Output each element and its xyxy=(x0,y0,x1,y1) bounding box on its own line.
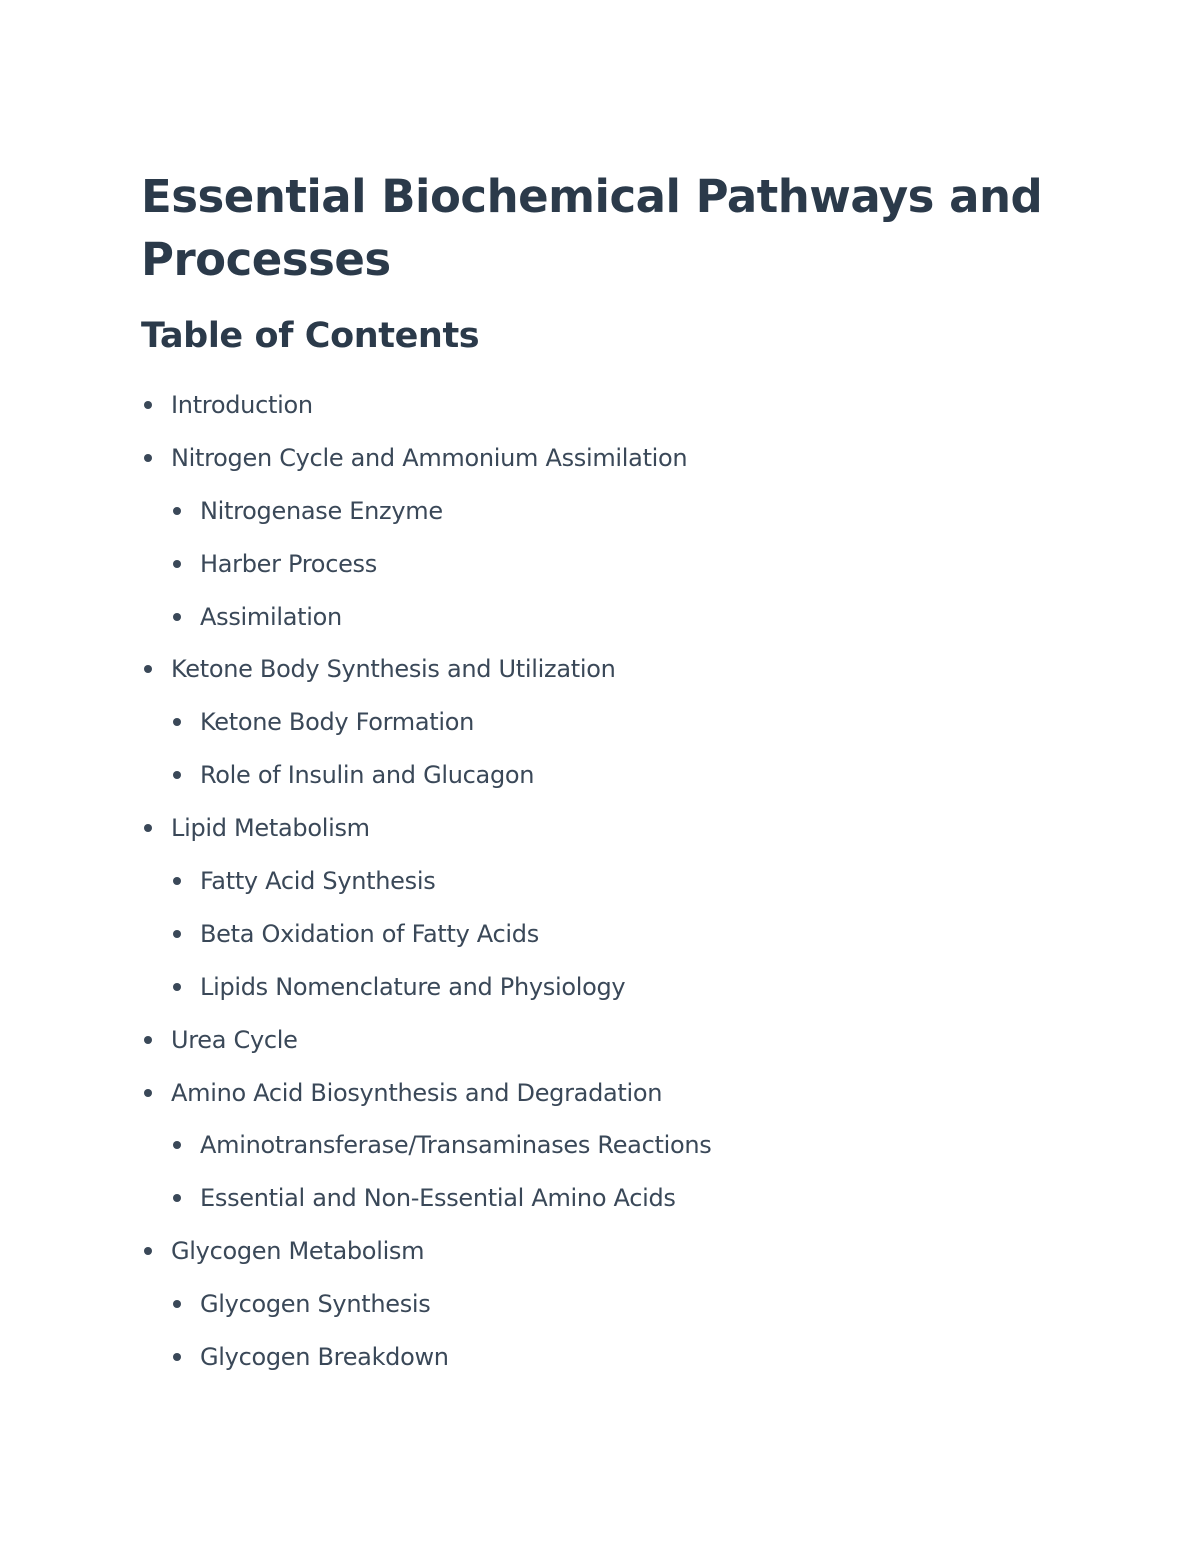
toc-section-item xyxy=(141,1014,1081,1067)
toc-link[interactable]: Fatty Acid Synthesis xyxy=(200,867,436,896)
toc-link[interactable]: Role of Insulin and Glucagon xyxy=(200,761,535,790)
bullet-icon xyxy=(144,1036,152,1044)
bullet-icon xyxy=(173,1141,181,1149)
bullet-icon xyxy=(173,718,181,726)
toc-subsection-item xyxy=(141,1331,1081,1384)
toc-subsection-item xyxy=(141,855,1081,908)
toc-link[interactable]: Introduction xyxy=(171,391,313,419)
toc-subsection-item xyxy=(141,749,1081,802)
toc-link[interactable]: Essential and Non-Essential Amino Acids xyxy=(200,1184,676,1213)
toc-link[interactable]: Lipids Nomenclature and Physiology xyxy=(200,972,626,1001)
bullet-icon xyxy=(144,824,152,832)
bullet-icon xyxy=(173,983,181,991)
bullet-icon xyxy=(144,1089,152,1097)
toc-subsection-item xyxy=(141,696,1081,749)
document-page xyxy=(141,165,1081,1384)
toc-link[interactable]: Glycogen Metabolism xyxy=(171,1237,425,1266)
toc-link[interactable]: Glycogen Synthesis xyxy=(200,1290,431,1319)
toc-link[interactable]: Ketone Body Formation xyxy=(200,708,475,737)
bullet-icon xyxy=(144,454,152,462)
bullet-icon xyxy=(173,1300,181,1308)
toc-link[interactable]: Assimilation xyxy=(200,602,342,631)
toc-subsection-item xyxy=(141,538,1081,591)
toc-subsection-item xyxy=(141,908,1081,961)
bullet-icon xyxy=(144,401,152,409)
toc-subsection-item xyxy=(141,961,1081,1014)
bullet-icon xyxy=(173,930,181,938)
toc-section-item xyxy=(141,802,1081,855)
toc-section-item xyxy=(141,1067,1081,1120)
bullet-icon xyxy=(173,1353,181,1361)
bullet-icon xyxy=(173,560,181,568)
bullet-icon xyxy=(173,771,181,779)
toc-link[interactable]: Nitrogen Cycle and Ammonium Assimilation xyxy=(171,443,688,472)
bullet-icon xyxy=(173,877,181,885)
toc-link[interactable]: Nitrogenase Enzyme xyxy=(200,496,443,525)
document-title: Essential Biochemical Pathways and Processes xyxy=(141,170,1043,286)
table-of-contents xyxy=(141,379,1081,1384)
toc-section-item xyxy=(141,379,1081,432)
toc-link[interactable]: Glycogen Breakdown xyxy=(200,1343,449,1372)
toc-section-item xyxy=(141,1225,1081,1278)
toc-subsection-item xyxy=(141,1278,1081,1331)
toc-subsection-item xyxy=(141,591,1081,644)
toc-section-item xyxy=(141,643,1081,696)
toc-link[interactable]: Lipid Metabolism xyxy=(171,814,370,843)
toc-link[interactable]: Aminotransferase/Transaminases Reactions xyxy=(200,1131,712,1160)
toc-subsection-item xyxy=(141,1172,1081,1225)
toc-heading: Table of Contents xyxy=(141,316,480,356)
toc-link[interactable]: Ketone Body Synthesis and Utilization xyxy=(171,655,616,684)
bullet-icon xyxy=(173,1194,181,1202)
toc-subsection-item xyxy=(141,485,1081,538)
toc-section-item xyxy=(141,432,1081,485)
toc-link[interactable]: Urea Cycle xyxy=(171,1025,298,1054)
toc-link[interactable]: Amino Acid Biosynthesis and Degradation xyxy=(171,1078,663,1107)
toc-link[interactable]: Harber Process xyxy=(200,549,377,578)
toc-subsection-item xyxy=(141,1119,1081,1172)
bullet-icon xyxy=(173,613,181,621)
bullet-icon xyxy=(173,507,181,515)
bullet-icon xyxy=(144,665,152,673)
toc-link[interactable]: Beta Oxidation of Fatty Acids xyxy=(200,919,539,948)
bullet-icon xyxy=(144,1247,152,1255)
